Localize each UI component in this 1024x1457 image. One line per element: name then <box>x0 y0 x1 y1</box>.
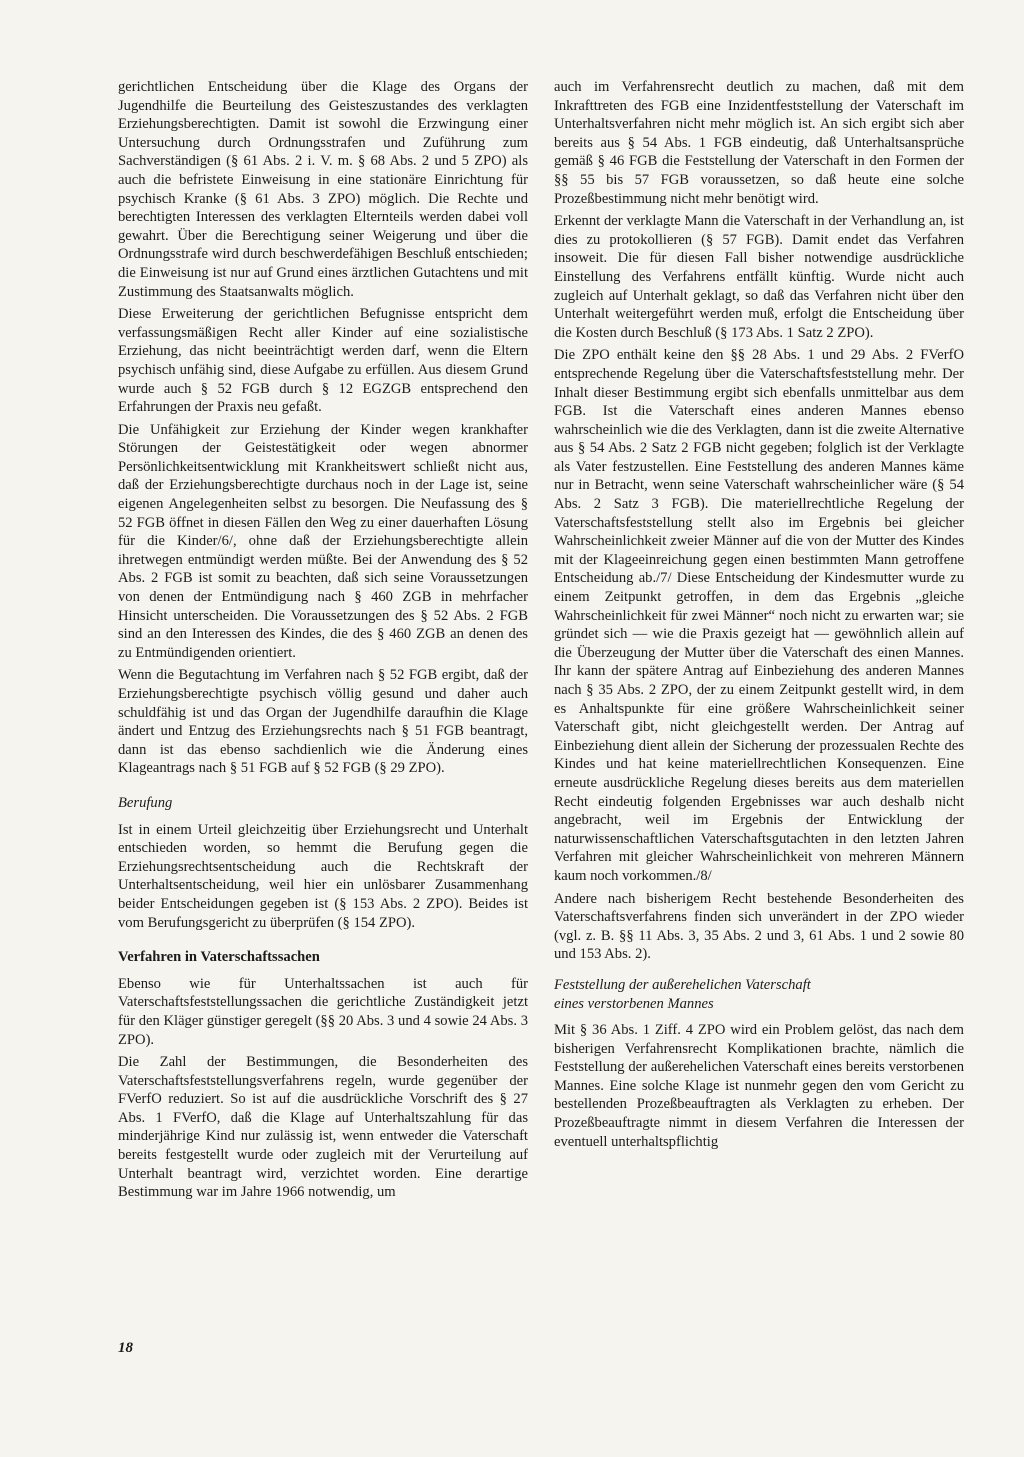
right-column <box>554 78 964 1155</box>
body-paragraph: Ebenso wie für Unterhaltssachen ist auch für Vaterschaftsfeststellungssachen die gerichtliche Zuständigkeit jetzt für den Kläger günstiger geregelt (§§ 20 Abs. 3 und 4 sowie 24 Abs. 3 ZPO). <box>118 975 528 1048</box>
body-paragraph: auch im Verfahrensrecht deutlich zu machen, daß mit dem Inkrafttreten des FGB eine Inzidentfeststellung der Vaterschaft im Unterhaltsverfahren nicht mehr möglich ist. An sich ergibt sich aber bereits aus § 54 Abs. 1 FGB eindeutig, daß Unterhaltsansprüche gemäß § 46 FGB die Feststellung der Vaterschaft in den Formen der §§ 55 bis 57 FGB voraussetzen, so daß heute eine solche Prozeßbestimmung nicht mehr benötigt wird. <box>554 79 964 207</box>
left-column <box>118 78 528 1206</box>
body-paragraph: Diese Erweiterung der gerichtlichen Befugnisse entspricht dem verfassungsmäßigen Recht aller Kinder auf eine sozialistische Erziehung, das nicht beeinträchtigt werden darf, wenn die Eltern psychisch unfähig sind, diese Aufgabe zu erfüllen. Aus diesem Grund wurde auch § 52 FGB durch § 12 EGZGB entsprechend den Erfahrungen der Praxis neu gefaßt. <box>118 306 528 416</box>
heading-line: Feststellung der außerehelichen Vaterschaft <box>554 976 811 993</box>
heading-line: eines verstorbenen Mannes <box>554 995 714 1012</box>
body-paragraph: gerichtlichen Entscheidung über die Klage des Organs der Jugendhilfe die Beurteilung des Geisteszustandes des verklagten Erziehungsberechtigten. Damit ist sowohl die Erzwingung einer Untersuchung durch Ordnungsstrafen und Zuführung zum Sachverständigen (§ 61 Abs. 2 i. V. m. § 68 Abs. 2 und 5 ZPO) als auch die befristete Einweisung in eine stationäre Einrichtung für psychisch Kranke (§ 61 Abs. 3 ZPO) möglich. Die Rechte und berechtigten Interessen des verklagten Elternteils werden dabei voll gewahrt. Über die Berechtigung seiner Weigerung und über die Ordnungsstrafe wird durch beschwerdefähigen Beschluß entschieden; die Einweisung ist nur auf Grund eines ärztlichen Gutachtens und mit Zustimmung des Staatsanwalts möglich. <box>118 79 528 300</box>
page-number: 18 <box>118 1340 133 1356</box>
section-heading-feststellung <box>554 976 964 1013</box>
body-paragraph: Mit § 36 Abs. 1 Ziff. 4 ZPO wird ein Problem gelöst, das nach dem bisherigen Verfahrensrecht Komplikationen brachte, nämlich die Feststellung der außerehelichen Vaterschaft eines bereits verstorbenen Mannes. Eine solche Klage ist nunmehr gegen den vom Gericht zu bestellenden Prozeßbeauftragten als Verklagten zu erheben. Der Prozeßbeauftragte nimmt in diesem Verfahren die Interessen der eventuell unterhaltspflichtig <box>554 1022 964 1150</box>
body-paragraph: Wenn die Begutachtung im Verfahren nach § 52 FGB ergibt, daß der Erziehungsberechtigte psychisch völlig gesund und daher auch schuldfähig ist und das Organ der Jugendhilfe daraufhin die Klage ändert und Entzug des Erziehungsrechts nach § 51 FGB beantragt, dann ist das ebenso sachdienlich wie die Änderung eines Klageantrags nach § 51 FGB auf § 52 FGB (§ 29 ZPO). <box>118 667 528 777</box>
body-paragraph: Andere nach bisherigem Recht bestehende Besonderheiten des Vaterschaftsverfahrens finden sich unverändert in der ZPO wieder (vgl. z. B. §§ 11 Abs. 3, 35 Abs. 2 und 3, 61 Abs. 1 und 2 sowie 80 und 153 Abs. 2). <box>554 890 964 963</box>
body-paragraph: Die Unfähigkeit zur Erziehung der Kinder wegen krankhafter Störungen der Geistestätigkeit oder wegen abnormer Persönlichkeitsentwicklung mit Krankheitswert schließt nicht aus, daß der Erziehungsberechtigte durchaus noch in der Lage ist, seine eigenen Angelegenheiten selbst zu besorgen. Die Neufassung des § 52 FGB öffnet in diesen Fällen den Weg zu einer dauerhaften Lösung für die Kinder/6/, ohne daß der Erziehungsberechtigte allein ihretwegen entmündigt werden müßte. Bei der Anwendung des § 52 Abs. 2 FGB ist somit zu beachten, daß sich seine Voraussetzungen von denen der Entmündigung nach § 460 ZGB in mehrfacher Hinsicht unterscheiden. Die Voraussetzungen des § 52 Abs. 2 FGB sind an den Interessen des Kindes, die des § 460 ZGB an denen des zu Entmündigenden orientiert. <box>118 421 528 661</box>
body-paragraph: Die ZPO enthält keine den §§ 28 Abs. 1 und 29 Abs. 2 FVerfO entsprechende Regelung über die Vaterschaftsfeststellung mehr. Der Inhalt dieser Bestimmung ergibt sich ebenfalls unmittelbar aus dem FGB. Ist die Vaterschaft eines anderen Mannes ebenso wahrscheinlich wie die des Verklagten, dann ist die zweite Alternative aus § 54 Abs. 2 Satz 2 FGB nicht gegeben; folglich ist der Verklagte als Vater festzustellen. Eine Feststellung des anderen Mannes käme nur in Betracht, wenn seine Vaterschaft wahrscheinlicher wäre (§ 54 Abs. 2 Satz 3 FGB). Die materiellrechtliche Regelung der Vaterschaftsfeststellung stellt also im Ergebnis bei gleicher Wahrscheinlichkeit zweier Männer auf die von der Mutter des Kindes mit der Klageeinreichung gegen einen bestimmten Mann getroffene Entscheidung ab./7/ Diese Entscheidung der Kindesmutter wurde zu einem Zeitpunkt getroffen, in dem das Ergebnis „gleiche Wahrscheinlichkeit für zwei Männer“ noch nicht zu erwarten war; sie gründet sich — wie die Praxis gezeigt hat — gewöhnlich allein auf die Überzeugung der Mutter über die Vaterschaft des einen Mannes. Ihr kann der spätere Antrag auf Einbeziehung des anderen Mannes nach § 35 Abs. 2 ZPO, der zu einem Zeitpunkt gestellt wird, in dem es Anhaltspunkte für eine größere Wahrscheinlichkeit seiner Vaterschaft gibt, nicht gleichgestellt werden. Der Antrag auf Einbeziehung dient allein der Sicherung der prozessualen Rechte des Kindes und hat keine materiellrechtlichen Konsequenzen. Eine erneute ausdrückliche Regelung dieses bereits aus dem materiellen Recht eindeutig folgenden Ergebnisses war auch deshalb nicht angebracht, weil im Ergebnis der Entwicklung der naturwissenschaftlichen Vaterschaftsgutachten in den letzten Jahren Verfahren mit gleicher Wahrscheinlichkeit von mehreren Männern kaum noch vorkommen./8/ <box>554 347 964 884</box>
body-paragraph: Erkennt der verklagte Mann die Vaterschaft in der Verhandlung an, ist dies zu protokollieren (§ 57 FGB). Damit endet das Verfahren insoweit. Die für diesen Fall bisher notwendige ausdrückliche Einstellung des Verfahrens entfällt künftig. Wurde nicht auch zugleich auf Unterhalt geklagt, so daß das Verfahren nicht über den Unterhalt weitergeführt werden muß, erfolgt die Entscheidung über die Kosten durch Beschluß (§ 173 Abs. 1 Satz 2 ZPO). <box>554 213 964 341</box>
body-paragraph: Ist in einem Urteil gleichzeitig über Erziehungsrecht und Unterhalt entschieden worden, so hemmt die Berufung gegen die Erziehungsrechtsentscheidung auch die Rechtskraft der Unterhaltsentscheidung, weil hier ein unlösbarer Zusammenhang beider Entscheidungen gegeben ist (§ 153 Abs. 2 ZPO). Beides ist vom Berufungsgericht zu überprüfen (§ 154 ZPO). <box>118 821 528 931</box>
section-heading-berufung: Berufung <box>118 794 173 811</box>
body-paragraph: Die Zahl der Bestimmungen, die Besonderheiten des Vaterschaftsfeststellungsverfahrens regeln, wurde gegenüber der FVerfO reduziert. So ist auf die ausdrückliche Vorschrift des § 27 Abs. 1 FVerfO, daß die Klage auf Unterhaltszahlung für das minderjährige Kind nur zulässig ist, wenn entweder die Vaterschaft bereits festgestellt wurde oder zugleich mit der Verurteilung auf Unterhalt beantragt wird, verzichtet worden. Eine derartige Bestimmung war im Jahre 1966 notwendig, um <box>118 1054 528 1201</box>
section-heading-vaterschaft: Verfahren in Vaterschaftssachen <box>118 949 320 966</box>
